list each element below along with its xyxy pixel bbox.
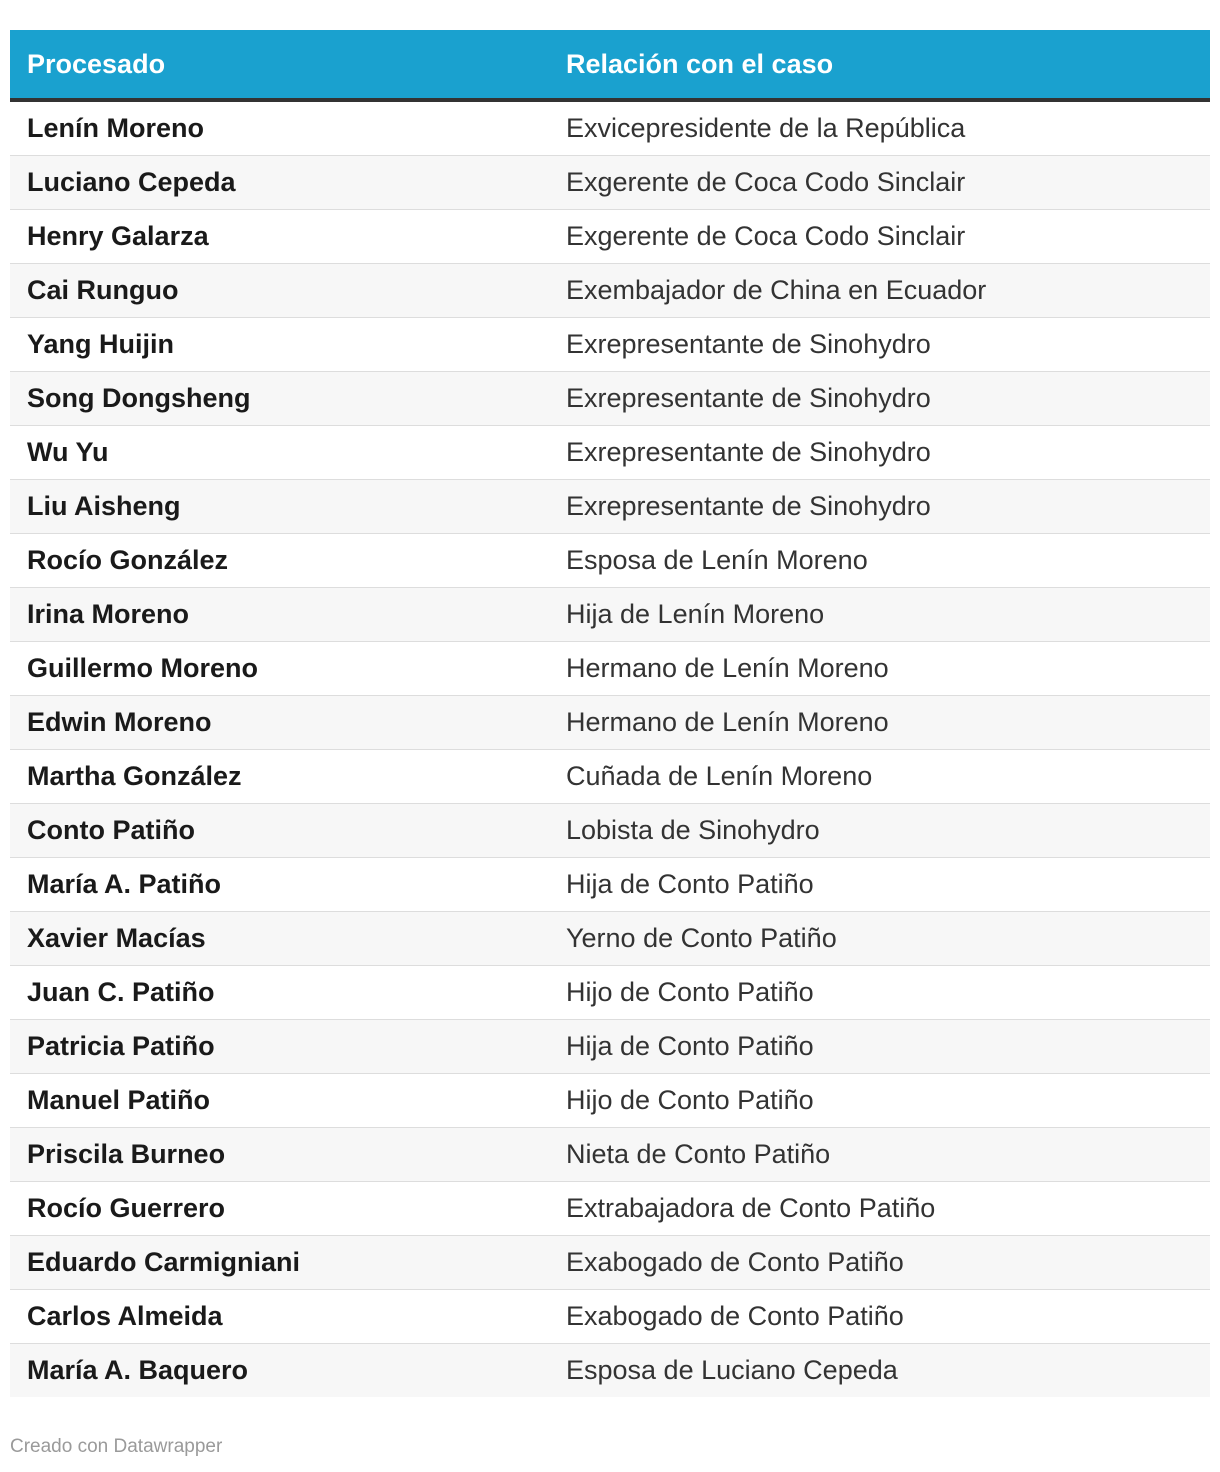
datawrapper-credit[interactable]: Creado con Datawrapper	[10, 1436, 223, 1457]
table-row	[10, 264, 1210, 318]
table-row	[10, 1344, 1210, 1398]
cell-relacion: Exabogado de Conto Patiño	[550, 1236, 1210, 1290]
cell-relacion: Nieta de Conto Patiño	[550, 1128, 1210, 1182]
table-row	[10, 642, 1210, 696]
table-row	[10, 1020, 1210, 1074]
cell-procesado: Liu Aisheng	[10, 480, 550, 534]
table-row	[10, 1128, 1210, 1182]
cell-relacion: Exrepresentante de Sinohydro	[550, 372, 1210, 426]
cell-relacion: Esposa de Luciano Cepeda	[566, 1355, 898, 1385]
cell-procesado: Xavier Macías	[10, 912, 550, 966]
table-row	[10, 858, 1210, 912]
cell-procesado: María A. Baquero	[27, 1355, 249, 1385]
cell-procesado: Conto Patiño	[10, 804, 550, 858]
table-row	[10, 210, 1210, 264]
cell-relacion: Exrepresentante de Sinohydro	[550, 426, 1210, 480]
cell-procesado: Juan C. Patiño	[10, 966, 550, 1020]
column-header-relacion[interactable]: Relación con el caso	[550, 30, 1210, 100]
cell-relacion: Exgerente de Coca Codo Sinclair	[550, 156, 1210, 210]
cell-relacion: Exgerente de Coca Codo Sinclair	[550, 210, 1210, 264]
cell-procesado: Henry Galarza	[10, 210, 550, 264]
cell-procesado: Carlos Almeida	[10, 1290, 550, 1344]
cell-procesado: Manuel Patiño	[10, 1074, 550, 1128]
cell-procesado: Patricia Patiño	[10, 1020, 550, 1074]
table-row	[10, 1290, 1210, 1344]
table-row	[10, 696, 1210, 750]
cell-relacion: Exrepresentante de Sinohydro	[550, 480, 1210, 534]
cell-relacion: Cuñada de Lenín Moreno	[550, 750, 1210, 804]
cell-relacion: Hija de Lenín Moreno	[550, 588, 1210, 642]
data-table	[10, 30, 1210, 1397]
cell-procesado: Edwin Moreno	[10, 696, 550, 750]
cell-procesado: Lenín Moreno	[10, 100, 550, 156]
table-row	[10, 534, 1210, 588]
table-row	[10, 588, 1210, 642]
table-body	[10, 100, 1210, 1397]
table-header	[10, 30, 1210, 100]
cell-relacion: Lobista de Sinohydro	[550, 804, 1210, 858]
cell-relacion: Exembajador de China en Ecuador	[550, 264, 1210, 318]
cell-relacion: Hijo de Conto Patiño	[550, 966, 1210, 1020]
table-row	[10, 480, 1210, 534]
table-row	[10, 318, 1210, 372]
table-row	[10, 1182, 1210, 1236]
cell-procesado: Rocío Guerrero	[10, 1182, 550, 1236]
header-row	[10, 30, 1210, 100]
cell-procesado: Song Dongsheng	[10, 372, 550, 426]
cell-procesado: Cai Runguo	[10, 264, 550, 318]
cell-relacion: Hijo de Conto Patiño	[550, 1074, 1210, 1128]
cell-relacion: Exabogado de Conto Patiño	[550, 1290, 1210, 1344]
table-row	[10, 804, 1210, 858]
column-header-procesado[interactable]: Procesado	[10, 30, 550, 100]
cell-procesado: Wu Yu	[10, 426, 550, 480]
cell-procesado: María A. Patiño	[10, 858, 550, 912]
cell-procesado: Guillermo Moreno	[10, 642, 550, 696]
cell-relacion: Exrepresentante de Sinohydro	[550, 318, 1210, 372]
table-row	[10, 912, 1210, 966]
cell-relacion: Hija de Conto Patiño	[550, 1020, 1210, 1074]
cell-procesado: Priscila Burneo	[10, 1128, 550, 1182]
cell-relacion: Hermano de Lenín Moreno	[550, 642, 1210, 696]
table-row	[10, 372, 1210, 426]
data-table-container	[10, 30, 1210, 1397]
cell-relacion: Hija de Conto Patiño	[550, 858, 1210, 912]
cell-relacion: Esposa de Lenín Moreno	[550, 534, 1210, 588]
table-row	[10, 750, 1210, 804]
cell-relacion: Extrabajadora de Conto Patiño	[550, 1182, 1210, 1236]
table-row	[10, 1236, 1210, 1290]
cell-procesado: Martha González	[10, 750, 550, 804]
cell-procesado: Yang Huijin	[10, 318, 550, 372]
table-row	[10, 426, 1210, 480]
cell-procesado: Irina Moreno	[10, 588, 550, 642]
table-row	[10, 1074, 1210, 1128]
cell-procesado: Eduardo Carmigniani	[10, 1236, 550, 1290]
table-row	[10, 156, 1210, 210]
cell-relacion: Exvicepresidente de la República	[550, 100, 1210, 156]
table-row	[10, 966, 1210, 1020]
cell-procesado: Luciano Cepeda	[10, 156, 550, 210]
cell-procesado: Rocío González	[10, 534, 550, 588]
cell-relacion: Hermano de Lenín Moreno	[550, 696, 1210, 750]
cell-relacion: Yerno de Conto Patiño	[550, 912, 1210, 966]
table-row	[10, 100, 1210, 156]
